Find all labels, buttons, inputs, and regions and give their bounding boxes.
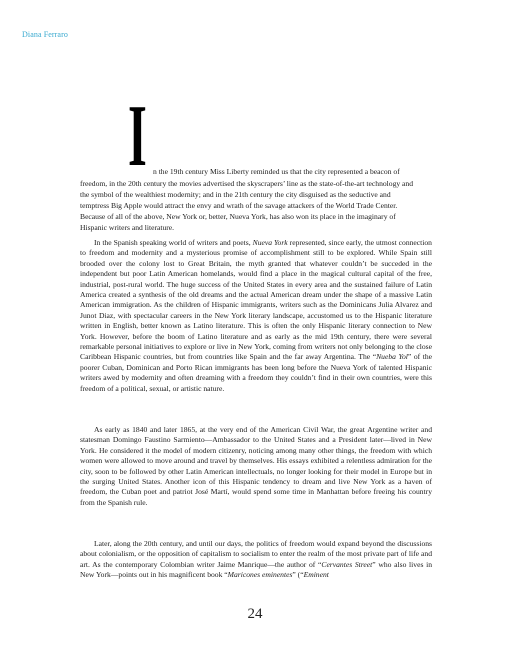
running-header: Diana Ferraro bbox=[22, 30, 68, 39]
first-paragraph bbox=[0, 88, 510, 243]
emphasis: Nueva York bbox=[252, 238, 288, 247]
paragraph-2-text: In the Spanish speaking world of writers and poets, Nueva York represented, since early, the utmost connection to freedom and modernity and a mysterious promise of accomplishment still to be explored. While Spain still brooded over the colony lost to Great Britain, the myth granted that whatever couldn’t be succeded in the independent but poor Latin American homelands, would find a place in the magical cultural capital of the free, industrial, post-rural world. The huge success of the United States in every area and the sustained failure of Latin America created a synthesis of the old dreams and the actual American dream under the shape of a massive Latin American immigration. As the children of Hispanic immigrants, writers such as the Dominicans Julia Alvarez and Junot Diaz, with spectacular careers in the New York literary landscape, accustomed us to the Hispanic literature written in English, better known as Latino literature. This is often the only Hispanic literary connection to New York. However, before the boom of Latino literature and as early as the mid 19th century, there were several remarkable personal initiatives to explore or live in New York, coming from writers not only belonging to the close Caribbean Hispanic countries, but from countries like Spain and the far away Argentina. The “Nueba Yol” of the poorer Cuban, Dominican and Porto Rican immigrants has been long before the Nueva York of talented Hispanic writers awed by modernity and often dreaming with a freedom they couldn’t find in their own countries, were this freedom of a political, sexual, or artistic nature. bbox=[80, 238, 432, 393]
text-line: Because of all of the above, New York or, better, Nueva York, has also won its place in the imaginary of bbox=[80, 212, 396, 221]
text-line: n the 19th century Miss Liberty reminded us that the city represented a beacon of bbox=[153, 167, 400, 176]
text-line: freedom, in the 20th century the movies advertised the skyscrapers’ line as the state-of-the-art technology and bbox=[80, 179, 414, 188]
paragraph-3 bbox=[80, 425, 432, 508]
paragraph-2 bbox=[80, 238, 432, 394]
emphasis: Cervantes Street bbox=[321, 559, 373, 569]
drop-cap: I bbox=[128, 88, 147, 185]
emphasis: Eminent bbox=[303, 570, 329, 580]
text-line: temptress Big Apple would attract the envy and wrath of the savage attackers of the World Trade Center. bbox=[80, 201, 398, 210]
paragraph-3-text: As early as 1840 and later 1865, at the very end of the American Civil War, the great Argentine writer and statesman Domingo Faustino Sarmiento—Ambassador to the United States and a President later—lived in New York. He considered it the model of modern citizenry, noticing among many other things, the freedom with which women were allowed to move around and travel by themselves. His essays exhibited a relentless admiration for the city, soon to be followed by other Latin American intellectuals, no longer looking for their model in Europe but in the surging United States. Another icon of this Hispanic tendency to dream and live New York as a haven of freedom, the Cuban poet and patriot José Martí, would spend some time in Manhattan before freeing his country from the Spanish rule. bbox=[80, 425, 432, 507]
text-line: Hispanic writers and literature. bbox=[80, 223, 175, 232]
paragraph-4 bbox=[80, 539, 432, 581]
paragraph-4-text: Later, along the 20th century, and until our days, the politics of freedom would expand beyond the discussions about colonialism, or the opposition of capitalism to socialism to enter the realm of the most private part of life and art. As the contemporary Colombian writer Jaime Manrique—the author of “Cervantes Street” who also lives in New York—points out in his magnificent book “Maricones eminentes” (“Eminent bbox=[80, 539, 432, 580]
emphasis: Maricones eminentes bbox=[227, 570, 293, 580]
text-line: the symbol of the wealthiest modernity; and in the 21th century the city disguised as the seductive and bbox=[80, 190, 391, 199]
page-number: 24 bbox=[247, 606, 263, 622]
emphasis: Nueba Yol bbox=[376, 352, 408, 362]
